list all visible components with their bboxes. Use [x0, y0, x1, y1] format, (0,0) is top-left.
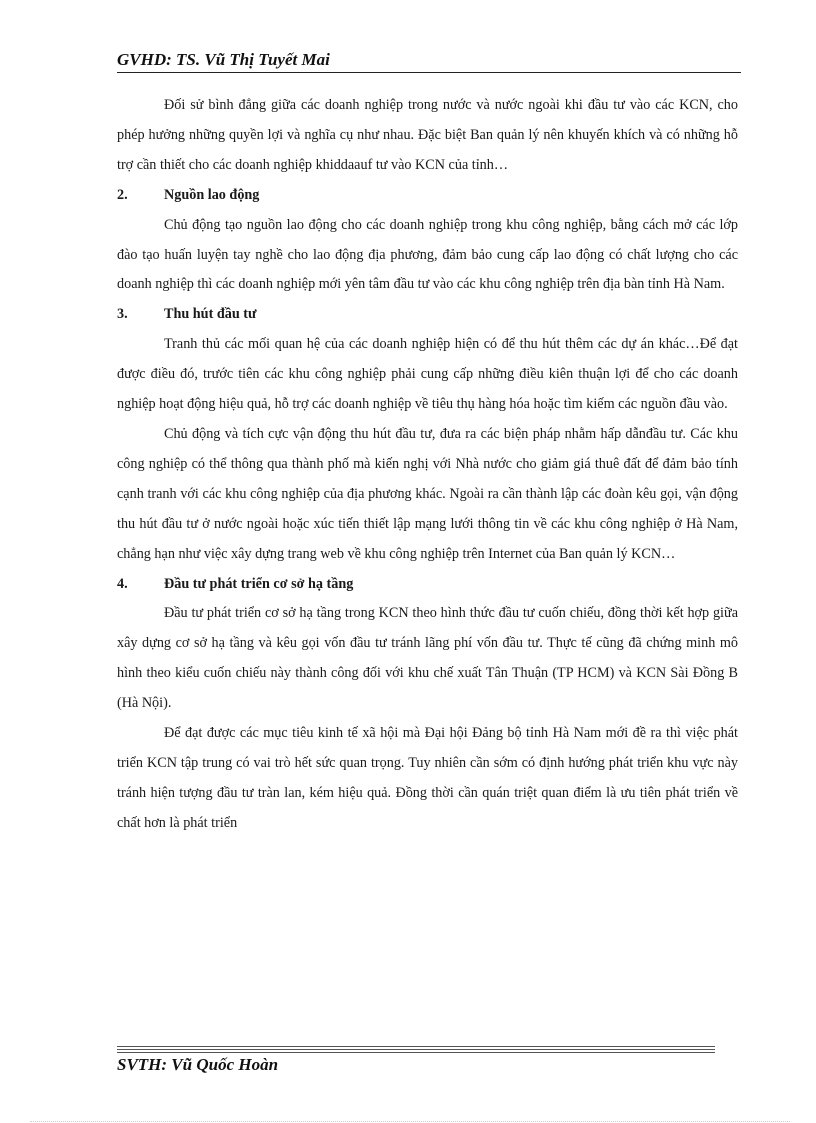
header-rule — [117, 72, 741, 73]
student-label: SVTH: Vũ Quốc Hoàn — [117, 1055, 279, 1074]
section-title: Đầu tư phát triển cơ sở hạ tầng — [164, 575, 354, 592]
document-body — [117, 91, 738, 839]
paragraph-labor: Chủ động tạo nguồn lao động cho các doanh nghiệp trong khu công nghiệp, bằng cách mở các lớp đào tạo huấn luyện tay nghề cho lao động địa phương, đảm bảo cung cấp lao động có chất lượng cho các doanh nghiệp thì các doanh nghiệp mới yên tâm đầu tư vào các khu công nghiệp trên địa bàn tỉnh Hà Nam. — [117, 216, 738, 293]
paragraph-infrastructure: Đầu tư phát triển cơ sở hạ tầng trong KCN theo hình thức đầu tư cuốn chiếu, đồng thời kết hợp giữa xây dựng cơ sở hạ tầng và kêu gọi vốn đầu tư tránh lãng phí vốn đầu tư. Thực tế cũng đã chứng minh mô hình theo kiểu cuốn chiếu này thành công đối với khu chế xuất Tân Thuận (TP HCM) và KCN Sài Đồng B (Hà Nội). — [117, 605, 738, 712]
page-edge-divider — [30, 1121, 790, 1122]
section-title: Thu hút đầu tư — [164, 306, 257, 323]
paragraph-equal-treatment: Đối sử bình đẳng giữa các doanh nghiệp trong nước và nước ngoài khi đầu tư vào các KCN, cho phép hưởng những quyền lợi và nghĩa cụ như nhau. Đặc biệt Ban quản lý nên khuyến khích và có những hỗ trợ cần thiết cho các doanh nghiệp khiddaauf tư vào KCN của tỉnh… — [117, 97, 738, 173]
section-number: 3. — [117, 306, 128, 323]
paragraph-development-goals: Để đạt được các mục tiêu kinh tế xã hội mà Đại hội Đảng bộ tỉnh Hà Nam mới đề ra thì việc phát triển KCN tập trung có vai trò hết sức quan trọng. Tuy nhiên cần sớm có định hướng phát triển khu vực này tránh hiện tượng đầu tư tràn lan, kém hiệu quả. Đồng thời cần quán triệt quan điểm là ưu tiên phát triển về chất hơn là phát triển — [117, 725, 738, 831]
paragraph-investment-relations: Tranh thủ các mối quan hệ của các doanh nghiệp hiện có để thu hút thêm các dự án khác…Để đạt được điều đó, trước tiên các khu công nghiệp phải cung cấp những điều kiên thuận lợi để cho các doanh nghiệp hoạt động hiệu quả, hỗ trợ các doanh nghiệp về tiêu thụ hàng hóa hoặc tìm kiếm các nguồn đầu vào. — [117, 336, 738, 413]
section-number: 4. — [117, 575, 128, 592]
section-heading-labor — [117, 181, 738, 211]
paragraph-investment-promotion: Chủ động và tích cực vận động thu hút đầu tư, đưa ra các biện pháp nhằm hấp dẫnđầu tư. Các khu công nghiệp có thể thông qua thành phố mà kiến nghị với Nhà nước cho giảm giá thuê đất để đảm bảo tính cạnh tranh với các khu công nghiệp của địa phương khác. Ngoài ra cần thành lập các đoàn kêu gọi, vận động thu hút đầu tư ở nước ngoài hoặc xúc tiến thiết lập mạng lưới thông tin về các khu công nghiệp ở Hà Nam, chẳng hạn như việc xây dựng trang web về khu công nghiệp trên Internet của Ban quản lý KCN… — [117, 425, 738, 562]
page-header — [117, 48, 741, 74]
section-number: 2. — [117, 186, 128, 203]
section-heading-investment — [117, 300, 738, 330]
section-heading-infrastructure — [117, 570, 738, 600]
supervisor-label: GVHD: TS. Vũ Thị Tuyết Mai — [117, 50, 330, 69]
section-title: Nguồn lao động — [164, 186, 260, 203]
